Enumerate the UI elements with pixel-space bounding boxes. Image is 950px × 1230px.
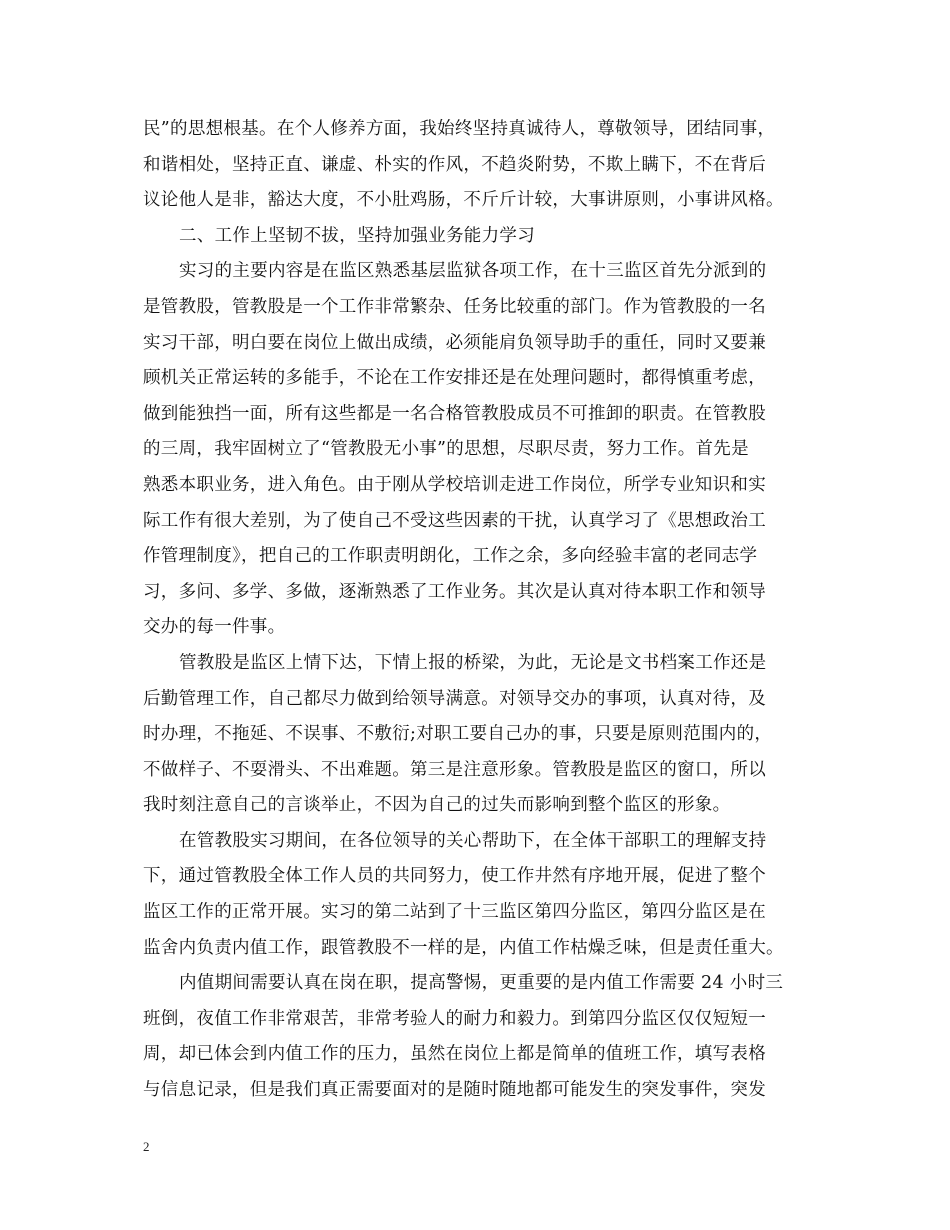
text-line: 监舍内负责内值工作，跟管教股不一样的是，内值工作枯燥乏味，但是责任重大。: [143, 937, 784, 958]
body-text: [143, 112, 823, 1109]
text-line: 实习干部，明白要在岗位上做出成绩，必须能肩负领导助手的重任，同时又要兼: [143, 332, 766, 353]
page-number: 2: [143, 1139, 150, 1154]
text-line: 管教股是监区上情下达，下情上报的桥梁，为此，无论是文书档案工作还是: [179, 652, 767, 673]
text-line: 的三周，我牢固树立了“管教股无小事”的思想，尽职尽责，努力工作。首先是: [143, 439, 749, 460]
text-line: 不做样子、不耍滑头、不出难题。第三是注意形象。管教股是监区的窗口，所以: [143, 759, 766, 780]
text-line: 后勤管理工作，自己都尽力做到给领导满意。对领导交办的事项，认真对待，及: [143, 688, 766, 709]
text-line: 和谐相处，坚持正直、谦虚、朴实的作风，不趋炎附势，不欺上瞒下，不在背后: [143, 154, 766, 175]
text-line: 监区工作的正常开展。实习的第二站到了十三监区第四分监区，第四分监区是在: [143, 902, 766, 923]
text-line: 实习的主要内容是在监区熟悉基层监狱各项工作，在十三监区首先分派到的: [179, 261, 767, 282]
text-line: 顾机关正常运转的多能手，不论在工作安排还是在处理问题时，都得慎重考虑，: [143, 368, 766, 389]
text-line: 际工作有很大差别，为了使自己不受这些因素的干扰，认真学习了《思想政治工: [143, 510, 766, 531]
text-line: 下，通过管教股全体工作人员的共同努力，使工作井然有序地开展，促进了整个: [143, 866, 766, 887]
section-heading: 二、工作上坚韧不拔，坚持加强业务能力学习: [179, 225, 535, 246]
text-line: 民”的思想根基。在个人修养方面，我始终坚持真诚待人，尊敬领导，团结同事，: [143, 119, 776, 139]
text-line: 时办理，不拖延、不误事、不敷衍;对职工要自己办的事，只要是原则范围内的，: [143, 724, 773, 745]
text-line: 班倒，夜值工作非常艰苦，非常考验人的耐力和毅力。到第四分监区仅仅短短一: [143, 1008, 766, 1029]
text-line: 是管教股，管教股是一个工作非常繁杂、任务比较重的部门。作为管教股的一名: [143, 296, 766, 317]
text-line: 议论他人是非，豁达大度，不小肚鸡肠，不斤斤计较，大事讲原则，小事讲风格。: [143, 190, 784, 211]
text-line: 内值期间需要认真在岗在职，提高警惕，更重要的是内值工作需要 24 小时三: [179, 973, 784, 994]
text-line: 作管理制度》，把自己的工作职责明朗化，工作之余，多向经验丰富的老同志学: [143, 546, 758, 567]
text-line: 做到能独挡一面，所有这些都是一名合格管教股成员不可推卸的职责。在管教股: [143, 403, 766, 424]
text-line: 熟悉本职业务，进入角色。由于刚从学校培训走进工作岗位，所学专业知识和实: [143, 474, 766, 495]
text-line: 与信息记录，但是我们真正需要面对的是随时随地都可能发生的突发事件，突发: [143, 1080, 766, 1101]
text-line: 交办的每一件事。: [143, 617, 286, 638]
text-line: 在管教股实习期间，在各位领导的关心帮助下，在全体干部职工的理解支持: [179, 830, 767, 851]
text-line: 习，多问、多学、多做，逐渐熟悉了工作业务。其次是认真对待本职工作和领导: [143, 581, 766, 602]
text-line: 我时刻注意自己的言谈举止，不因为自己的过失而影响到整个监区的形象。: [143, 795, 731, 816]
text-line: 周，却已体会到内值工作的压力，虽然在岗位上都是简单的值班工作，填写表格: [143, 1044, 766, 1065]
